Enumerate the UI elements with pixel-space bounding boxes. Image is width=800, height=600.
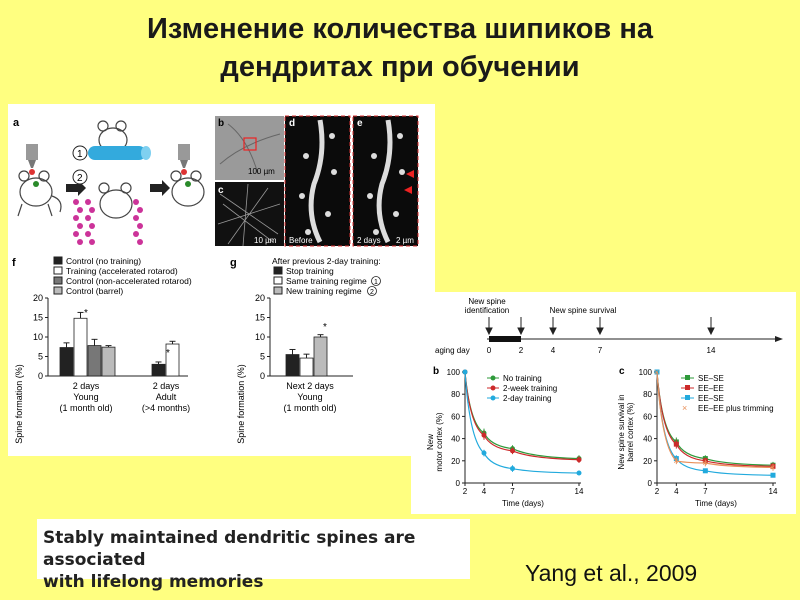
- right-panel-b-ytick-1: 20: [451, 456, 460, 466]
- timeline-tick-14: 14: [706, 346, 716, 355]
- panel-a-label: a: [13, 117, 20, 129]
- panel-g-legend-3: New training regime: [286, 286, 362, 296]
- panel-e-scale: 2 µm: [396, 236, 414, 245]
- right-panel-c-xtick-2: 7: [703, 487, 708, 496]
- right-panel-c-point-1-1: [674, 442, 679, 447]
- right-panel-b-ylabel-2: motor cortex (%): [435, 412, 444, 472]
- panel-g-group-l3: (1 month old): [283, 403, 337, 413]
- panel-g-group-l1: Next 2 days: [286, 381, 334, 391]
- right-panel-b-legend: [487, 374, 557, 403]
- panel-f-ytick-4: 20: [32, 293, 43, 303]
- panel-g-ytick-2: 10: [254, 332, 265, 342]
- right-panel-c-ytick-5: 100: [638, 368, 652, 377]
- right-panel-b-ytick-3: 60: [451, 412, 460, 422]
- title-line-1: Изменение количества шипиков на: [147, 13, 653, 45]
- right-panel-c-yticks: [638, 367, 660, 488]
- mouse-barrel-icon: [99, 183, 132, 218]
- panel-g-bar-0: [286, 355, 299, 376]
- timeline-arrows: [486, 317, 714, 334]
- right-panel-b-point-1-1: [482, 433, 487, 438]
- timeline-label-1b: identification: [464, 306, 510, 315]
- left-figure-panel: [8, 104, 435, 456]
- mouse-left-marker: [33, 181, 39, 187]
- right-panel-b-yticks: [447, 368, 465, 488]
- panel-f-yticks: [33, 293, 48, 381]
- timeline-tick-2: 2: [518, 346, 524, 355]
- right-panel-c-xlabel: Time (days): [695, 499, 737, 508]
- title-line-2: дендритах при обучении: [220, 51, 580, 83]
- citation: Yang et al., 2009: [525, 560, 698, 586]
- right-panel-c-point-2-3: [771, 473, 776, 478]
- panel-g-ytick-3: 15: [254, 312, 265, 323]
- panel-f-group1-l2: Young: [73, 392, 99, 402]
- panel-f-legend: [54, 256, 192, 296]
- right-panel-c-legend-4: EE–EE plus trimming: [698, 404, 774, 413]
- right-panel-c-point-3-0: ×: [654, 367, 660, 377]
- panel-f-bar-0-2: [88, 346, 101, 376]
- right-panel-b-legend-3: 2-day training: [503, 394, 552, 403]
- panel-f-legend-2: Training (accelerated rotarod): [66, 266, 178, 276]
- panel-g-mark-1: 1: [374, 279, 378, 286]
- panel-f-group1-l1: 2 days: [72, 381, 100, 391]
- right-panel-b-legend-2: 2-week training: [503, 384, 558, 393]
- panel-b-scale: 100 µm: [248, 167, 275, 176]
- panel-c-label: c: [218, 185, 224, 196]
- right-panel-b-point-1-3: [577, 457, 582, 462]
- right-panel-b-point-2-2: [510, 466, 515, 471]
- timeline-label-1a: New spine: [468, 297, 506, 306]
- right-panel-b-label: b: [433, 366, 440, 377]
- right-panel-c-xtick-3: 14: [768, 487, 778, 496]
- arrow-right-icon-2: [150, 180, 170, 196]
- right-panel-b-ytick-2: 40: [451, 434, 460, 444]
- step-1-label: 1: [77, 149, 83, 160]
- caption-box: [37, 519, 470, 592]
- panel-g-mark-2: 2: [370, 289, 374, 296]
- panel-f-group1-l3: (1 month old): [59, 403, 113, 413]
- right-panel-c-xtick-1: 4: [674, 487, 679, 496]
- right-panel-c-legend: [681, 374, 774, 413]
- right-panel-c-xticks: [655, 483, 778, 496]
- panel-g-yticks: [255, 293, 270, 381]
- panel-c-scale: 10 µm: [254, 236, 277, 245]
- panel-f-label: f: [12, 257, 16, 269]
- right-panel-c-ytick-4: 80: [643, 390, 652, 400]
- timeline-label-2: New spine survival: [549, 306, 617, 315]
- panel-f-ytick-0: 0: [37, 371, 43, 381]
- right-panel-b-point-2-1: [482, 451, 487, 456]
- right-panel-c-ytick-2: 40: [643, 434, 652, 444]
- right-panel-b-ytick-0: 0: [455, 479, 460, 488]
- mouse-left-icon: [18, 171, 61, 216]
- panel-f-ylabel: Spine formation (%): [14, 364, 24, 444]
- right-panel-c-point-3-3: ×: [770, 462, 776, 473]
- mouse-right-icon: [171, 171, 204, 206]
- panel-g-legend-2: Same training regime: [286, 276, 367, 286]
- mouse-right-marker: [185, 181, 191, 187]
- panel-g-legend-1: Stop training: [286, 266, 334, 276]
- barrel-beads-left: [73, 199, 95, 245]
- microscope-right-icon: [178, 144, 190, 175]
- timeline-axis-label: aging day: [435, 346, 470, 355]
- right-panel-c-ytick-3: 60: [643, 412, 652, 422]
- timeline-tick-7: 7: [597, 346, 603, 355]
- panel-f-bars: [60, 312, 179, 376]
- right-panel-b-xlabel: Time (days): [502, 499, 544, 508]
- right-panel-c-legend-2: EE–EE: [698, 384, 724, 393]
- panel-f-bar-0-1: [74, 318, 87, 376]
- right-panel-b-xtick-3: 14: [574, 487, 584, 496]
- panel-f-star-2: *: [166, 348, 170, 359]
- barrel-beads-right: [133, 199, 143, 245]
- right-figure-panel: [411, 292, 796, 514]
- panel-g-legend: [274, 266, 381, 296]
- caption-line-1: Stably maintained dendritic spines are associated: [43, 528, 416, 570]
- right-panel-b-xtick-2: 7: [510, 487, 515, 496]
- panel-g-ylabel: Spine formation (%): [236, 364, 246, 444]
- panel-e-label: e: [357, 118, 363, 129]
- slide-title: [0, 10, 800, 86]
- right-panel-c-ytick-0: 0: [647, 479, 652, 488]
- timeline-axis-arrow: [775, 336, 783, 342]
- panel-f-ytick-1: 5: [37, 351, 43, 362]
- caption-line-2: with lifelong memories: [43, 572, 264, 592]
- svg-text:×: ×: [682, 403, 688, 413]
- right-panel-c-point-3-1: ×: [673, 455, 679, 466]
- right-panel-b-xticks: [463, 483, 584, 496]
- right-panel-c-point-2-2: [703, 468, 708, 473]
- panel-g-bars: [286, 335, 327, 376]
- right-panel-c-xtick-0: 2: [654, 487, 660, 496]
- right-panel-b-ytick-4: 80: [451, 390, 460, 400]
- panel-f-ytick-3: 15: [32, 312, 43, 323]
- panel-f-group2-l2: Adult: [155, 392, 177, 402]
- right-panel-b-point-2-0: [463, 370, 468, 375]
- panel-g-star: *: [323, 322, 327, 333]
- right-panel-b-legend-1: No training: [503, 374, 542, 383]
- panel-f-legend-3: Control (non-accelerated rotarod): [66, 276, 192, 286]
- right-panel-b-ylabel-1: New: [426, 433, 435, 451]
- right-panel-b-xtick-1: 4: [481, 487, 487, 496]
- right-figure-svg: [411, 292, 796, 514]
- right-panel-c-ylabel-2: barrel cortex (%): [626, 402, 635, 462]
- right-panel-c-point-3-2: ×: [702, 458, 708, 469]
- microscope-left-icon: [26, 144, 38, 175]
- panel-g-ytick-1: 5: [259, 351, 265, 362]
- panel-f-group2-l1: 2 days: [152, 381, 180, 391]
- panel-g-legend-title: After previous 2-day training:: [272, 256, 381, 266]
- panel-g-ytick-4: 20: [254, 293, 265, 303]
- caption-text: [43, 527, 463, 593]
- left-figure-svg: [8, 104, 435, 456]
- panel-f-bar-0-3: [102, 347, 115, 376]
- panel-g-bar-2: [314, 337, 327, 376]
- right-panel-b-point-2-3: [577, 471, 582, 476]
- right-panel-c-legend-1: SE–SE: [698, 374, 724, 383]
- panel-e-caption: 2 days: [357, 236, 381, 245]
- right-panel-c-label: c: [619, 366, 625, 377]
- panel-b-label: b: [218, 118, 225, 129]
- right-panel-b-point-1-2: [510, 448, 515, 453]
- panel-g-bar-1: [300, 358, 313, 376]
- right-panel-b-xtick-0: 2: [462, 487, 468, 496]
- panel-f-group2-l3: (>4 months): [141, 403, 191, 413]
- panel-g-ytick-0: 0: [259, 371, 265, 381]
- panel-f-ytick-2: 10: [32, 332, 43, 342]
- panel-f-bar-0-0: [60, 348, 73, 376]
- right-panel-c-legend-3: EE–SE: [698, 394, 724, 403]
- panel-g-group-l2: Young: [297, 392, 323, 402]
- timeline-tick-4: 4: [550, 346, 556, 355]
- panel-d-label: d: [289, 118, 296, 129]
- step-2-label: 2: [77, 173, 83, 184]
- panel-f-legend-4: Control (barrel): [66, 286, 124, 296]
- panel-g-label: g: [230, 257, 237, 269]
- right-panel-c-ytick-1: 20: [643, 456, 652, 466]
- timeline-tick-0: 0: [486, 346, 492, 355]
- right-panel-c-ylabel-1: New spine survival in: [617, 394, 626, 470]
- right-panel-b-ytick-5: 100: [446, 368, 460, 377]
- panel-f-legend-1: Control (no training): [66, 256, 142, 266]
- panel-d-caption: Before: [289, 236, 313, 245]
- panel-f-bar-1-0: [152, 364, 165, 376]
- rotarod-icon: [88, 146, 151, 160]
- timeline-identification-bar: [489, 336, 521, 342]
- panel-f-star-1: *: [84, 308, 88, 319]
